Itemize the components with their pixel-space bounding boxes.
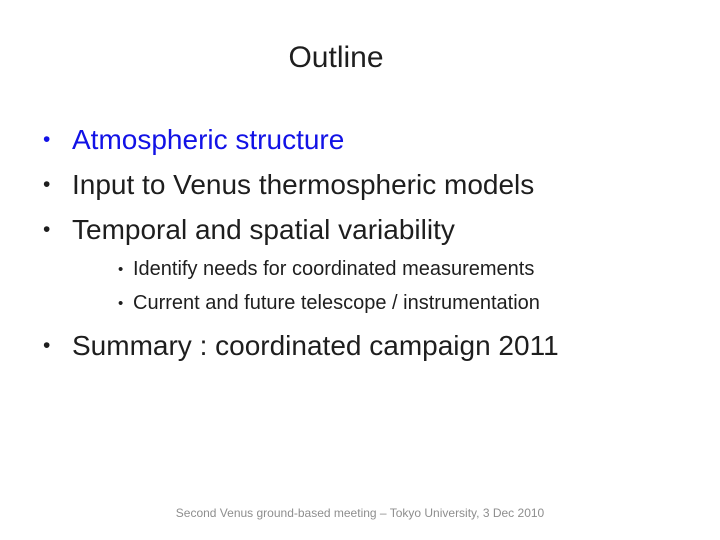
bullet-text: Temporal and spatial variability — [72, 213, 455, 245]
sub-bullet-item — [43, 286, 704, 320]
bullet-icon: • — [43, 218, 51, 241]
bullet-item — [43, 207, 704, 252]
bullet-text: Current and future telescope / instrumentation — [133, 291, 540, 314]
bullet-item — [43, 162, 704, 207]
slide-title: Outline — [288, 41, 384, 74]
slide-footer: Second Venus ground-based meeting – Tokyo University, 3 Dec 2010 — [175, 506, 545, 520]
sub-bullet-item — [43, 252, 704, 286]
bullet-icon: • — [43, 128, 51, 151]
bullet-text: Summary : coordinated campaign 2011 — [72, 329, 559, 361]
bullet-text: Atmospheric structure — [72, 123, 345, 155]
bullet-list — [43, 117, 704, 368]
bullet-icon: • — [118, 260, 124, 278]
bullet-item — [43, 117, 704, 162]
bullet-icon: • — [118, 294, 124, 312]
bullet-icon: • — [43, 173, 51, 196]
bullet-text: Input to Venus thermospheric models — [72, 168, 535, 200]
bullet-item — [43, 323, 704, 368]
bullet-icon: • — [43, 334, 51, 357]
bullet-text: Identify needs for coordinated measurements — [133, 257, 535, 280]
